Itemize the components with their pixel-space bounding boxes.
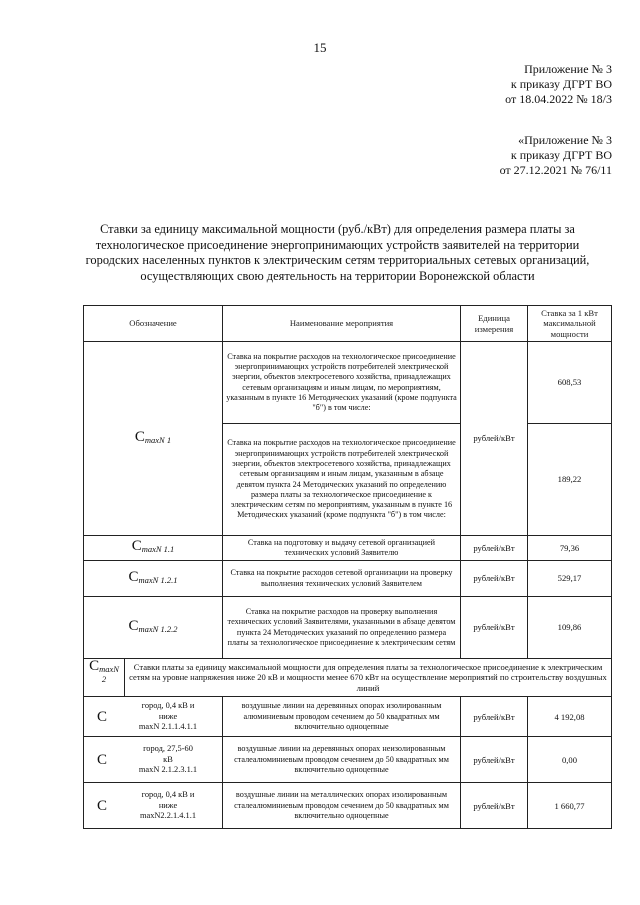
rate-symbol: $С_{maxN 1.2.1}$ [128, 568, 178, 585]
table-row [84, 536, 612, 561]
activity-description: Ставка на покрытие расходов на проверку выполнения технических условий Заявителями, указанными в абзаце девятом пункта 24 Методических указаний по определению размера платы за технологическое присоединение к электрическим сетям [223, 597, 461, 659]
activity-description: Ставка на покрытие расходов на технологическое присоединение энергопринимающих устройств потребителей электрической энергии, объектов электросетевого хозяйства, принадлежащих сетевым организациям и иным лицам, указанным в абзаце девятом пункта 24 Методических указаний по определению размера платы за технологическое присоединение к электрическим сетям по мероприятиям, указанным в пункте 16 Методических указаний (кроме подпункта "б") в том числе: [223, 424, 461, 536]
activity-description: Ставка на покрытие расходов сетевой организации на проверку выполнения технических условий Заявителем [223, 561, 461, 597]
table-header-row [84, 306, 612, 342]
designation-cell [84, 597, 223, 659]
designation-line: город, 27,5-60 [143, 744, 193, 754]
appendix-old-line2: к приказу ДГРТ ВО [510, 148, 612, 162]
rate-symbol: С [96, 708, 107, 725]
unit-cell: рублей/кВт [461, 597, 528, 659]
section-note-cell [84, 659, 612, 697]
rate-symbol: $С_{maxN 1.1}$ [131, 538, 175, 555]
activity-description: воздушные линии на деревянных опорах неизолированным сталеалюминиевым проводом сечением до 50 квадратных мм включительно одноцепные [223, 737, 461, 783]
designation-cell [84, 737, 223, 783]
table-row [84, 561, 612, 597]
header-unit: Единица измерения [461, 306, 528, 342]
rate-value: 608,53 [528, 342, 612, 424]
appendix-header-new [505, 62, 612, 107]
activity-description: Ставка на подготовку и выдачу сетевой организацией технических условий Заявителю [223, 536, 461, 561]
appendix-header-old [500, 133, 612, 178]
appendix-new-line1: Приложение № 3 [524, 62, 612, 76]
unit-cell: рублей/кВт [461, 783, 528, 829]
designation-cell [84, 783, 223, 829]
appendix-new-line2: к приказу ДГРТ ВО [510, 77, 612, 91]
unit-cell: рублей/кВт [461, 536, 528, 561]
activity-description: Ставка на покрытие расходов на технологическое присоединение энергопринимающих устройств потребителей электрической энергии, объектов электросетевого хозяйства, принадлежащих сетевым организациям и иным лицам, по мероприятиям, указанным в пункте 16 Методических указаний (кроме подпункта "б") в том числе: [223, 342, 461, 424]
designation-cell [84, 561, 223, 597]
designation-cell [84, 659, 125, 696]
appendix-old-line3: от 27.12.2021 № 76/11 [499, 163, 612, 177]
page-number: 15 [313, 40, 327, 55]
rate-value: 109,86 [528, 597, 612, 659]
appendix-old-line1: «Приложение № 3 [518, 133, 612, 147]
designation-line: ниже [158, 800, 178, 810]
designation-line: maxN2.2.1.4.1.1 [139, 810, 197, 820]
table-row [84, 659, 612, 697]
designation-line: город, 0,4 кВ и [141, 701, 195, 711]
activity-description: воздушные линии на деревянных опорах изолированным алюминиевым проводом сечением до 50 квадратных мм включительно одноцепные [223, 697, 461, 737]
designation-cell [84, 536, 223, 561]
rate-symbol: $С_{maxN 1.2.2}$ [128, 617, 178, 634]
unit-cell: рублей/кВт [461, 342, 528, 536]
rate-value: 0,00 [528, 737, 612, 783]
rate-value: 1 660,77 [528, 783, 612, 829]
table-row [84, 783, 612, 829]
document-title: Ставки за единицу максимальной мощности (руб./кВт) для определения размера платы за технологическое присоединение энергопринимающих устройств заявителей на территории городских населенных пунктов к электрическим сетям территориальных сетевых организаций, осуществляющих свою деятельность на территории Воронежской области [85, 222, 590, 283]
designation-line: maxN 2.1.2.3.1.1 [138, 764, 198, 774]
rates-table [83, 305, 612, 829]
rate-symbol: С [96, 751, 107, 768]
table-row [84, 342, 612, 424]
unit-cell: рублей/кВт [461, 737, 528, 783]
rate-symbol: $С_{maxN}$ [89, 658, 119, 674]
designation-line: ниже [158, 711, 178, 721]
designation-line: город, 0,4 кВ и [141, 790, 195, 800]
appendix-new-line3: от 18.04.2022 № 18/3 [505, 92, 612, 106]
table-row [84, 597, 612, 659]
header-activity: Наименование мероприятия [223, 306, 461, 342]
designation-cell [84, 697, 223, 737]
unit-cell: рублей/кВт [461, 561, 528, 597]
header-rate: Ставка за 1 кВт максимальной мощности [528, 306, 612, 342]
rate-symbol: $С_{maxN 1}$ [134, 428, 172, 445]
rate-value: 529,17 [528, 561, 612, 597]
rate-symbol-index: 2 [101, 674, 107, 685]
rate-value: 4 192,08 [528, 697, 612, 737]
designation-line: maxN 2.1.1.4.1.1 [138, 721, 198, 731]
rate-value: 79,36 [528, 536, 612, 561]
section-note: Ставки платы за единицу максимальной мощности для определения платы за технологическое присоединение к электрическим сетям на уровне напряжения ниже 20 кВ и мощности менее 670 кВт на осуществление мероприятий по строительству воздушных линий [129, 662, 607, 693]
rate-symbol: С [96, 797, 107, 814]
rate-value: 189,22 [528, 424, 612, 536]
activity-description: воздушные линии на металлических опорах изолированным сталеалюминиевым проводом сечением до 50 квадратных мм включительно одноцепные [223, 783, 461, 829]
unit-cell: рублей/кВт [461, 697, 528, 737]
designation-cell [84, 342, 223, 536]
table-row [84, 697, 612, 737]
header-designation: Обозначение [84, 306, 223, 342]
table-row [84, 737, 612, 783]
designation-line: кВ [163, 754, 173, 764]
